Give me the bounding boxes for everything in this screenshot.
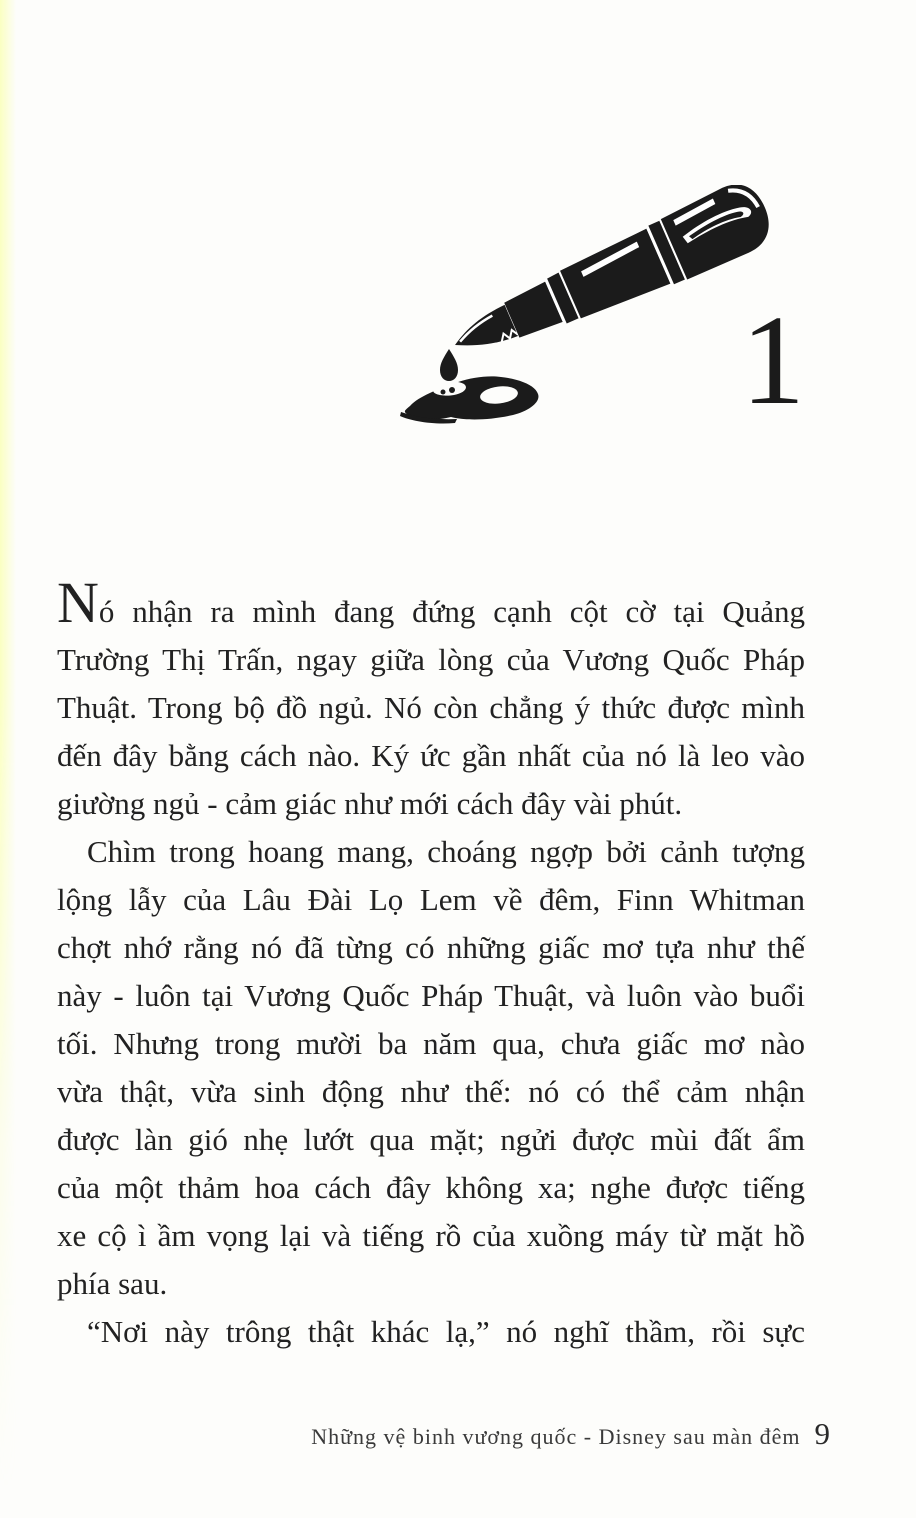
text-line: Trường Thị Trấn, ngay giữa lòng của Vương Quốc Pháp <box>57 642 805 677</box>
text-line: tối. Nhưng trong mười ba năm qua, chưa giấc mơ nào <box>57 1026 805 1061</box>
text-line: Chìm trong hoang mang, choáng ngợp bởi cảnh tượng <box>87 834 805 869</box>
text-line: lộng lẫy của Lâu Đài Lọ Lem về đêm, Finn Whitman <box>57 882 805 917</box>
text-line: Thuật. Trong bộ đồ ngủ. Nó còn chẳng ý thức được mình <box>57 690 805 725</box>
body-text <box>57 570 805 1356</box>
text-line: này - luôn tại Vương Quốc Pháp Thuật, và luôn vào buổi <box>57 978 805 1013</box>
text-line: đến đây bằng cách nào. Ký ức gần nhất của nó là leo vào <box>57 738 805 773</box>
running-title: Những vệ binh vương quốc - Disney sau màn đêm <box>311 1424 801 1449</box>
chapter-number: 1 <box>741 289 805 431</box>
ink-puddle-icon <box>400 376 538 423</box>
text-line: giường ngủ - cảm giác như mới cách đây vài phút. <box>57 786 683 821</box>
page-edge-scan-artifact <box>0 0 16 1518</box>
text-line <box>57 570 805 636</box>
ink-drop-icon <box>440 349 458 381</box>
text-line: được làn gió nhẹ lướt qua mặt; ngửi được mùi đất ẩm <box>57 1122 805 1157</box>
page-number: 9 <box>814 1416 830 1451</box>
text-line-content: ó nhận ra mình đang đứng cạnh cột cờ tại Quảng <box>98 594 805 629</box>
text-line: “Nơi này trông thật khác lạ,” nó nghĩ thầm, rồi sực <box>87 1314 805 1349</box>
text-line: phía sau. <box>57 1266 168 1301</box>
text-line: của một thảm hoa cách đây không xa; nghe được tiếng <box>57 1170 805 1205</box>
page-footer <box>311 1418 830 1449</box>
text-line: xe cộ ì ầm vọng lại và tiếng rồ của xuồng máy từ mặt hồ <box>57 1218 805 1253</box>
text-line: chợt nhớ rằng nó đã từng có những giấc mơ tựa như thế <box>57 930 805 965</box>
text-line: vừa thật, vừa sinh động như thế: nó có thể cảm nhận <box>57 1074 805 1109</box>
drop-cap: N <box>57 570 99 635</box>
